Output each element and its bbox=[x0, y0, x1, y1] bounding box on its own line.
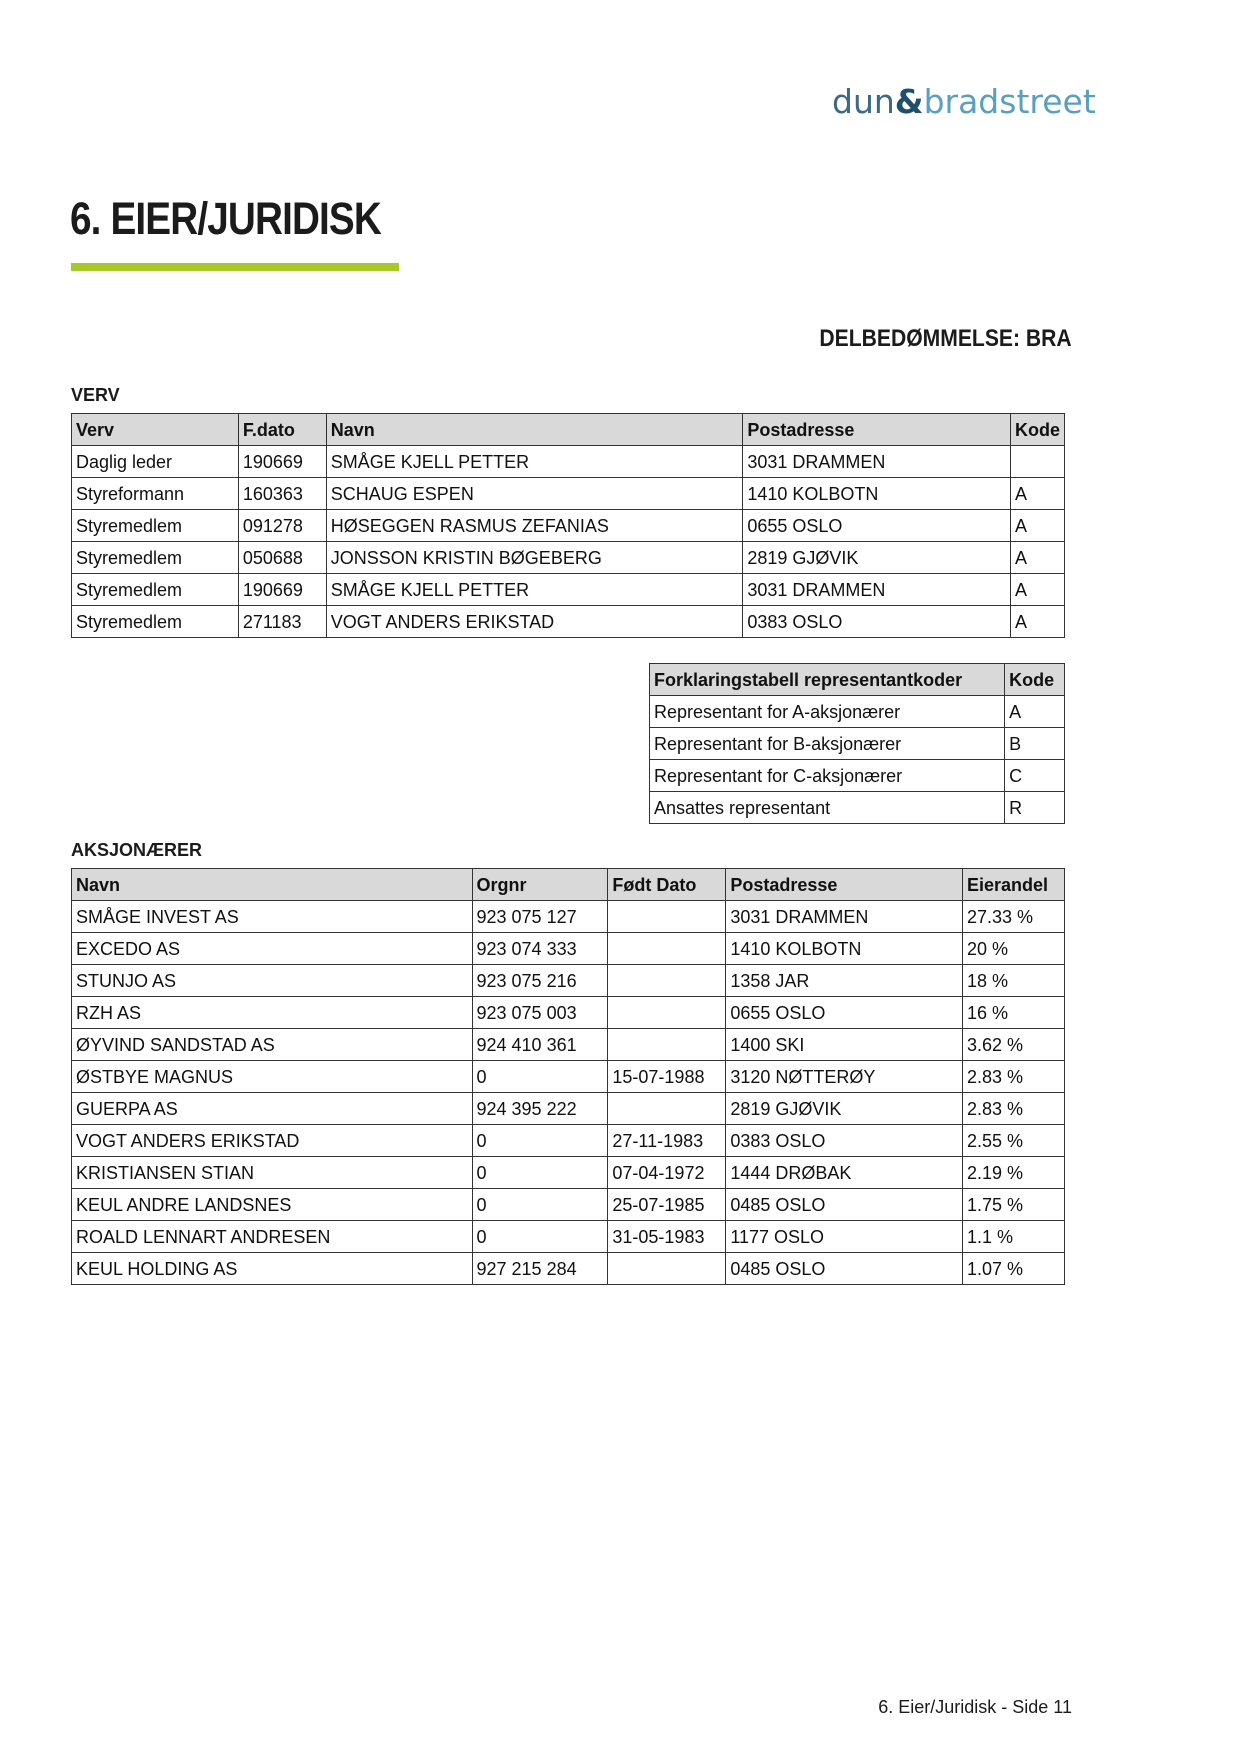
table-cell: 1410 KOLBOTN bbox=[726, 933, 963, 965]
table-cell bbox=[608, 1253, 726, 1285]
table-cell: A bbox=[1010, 510, 1064, 542]
table-cell: 1410 KOLBOTN bbox=[743, 478, 1011, 510]
table-cell: 924 410 361 bbox=[472, 1029, 608, 1061]
table-cell: Styreformann bbox=[72, 478, 239, 510]
table-cell: 1358 JAR bbox=[726, 965, 963, 997]
table-cell: STUNJO AS bbox=[72, 965, 473, 997]
table-cell: SCHAUG ESPEN bbox=[326, 478, 743, 510]
table-cell: 3.62 % bbox=[963, 1029, 1065, 1061]
column-header: Navn bbox=[72, 869, 473, 901]
table-row bbox=[72, 1029, 1065, 1061]
table-cell: 091278 bbox=[238, 510, 326, 542]
table-cell: Representant for A-aksjonærer bbox=[650, 696, 1005, 728]
table-cell: 20 % bbox=[963, 933, 1065, 965]
table-cell: KEUL HOLDING AS bbox=[72, 1253, 473, 1285]
table-cell: 0 bbox=[472, 1157, 608, 1189]
table-cell: 25-07-1985 bbox=[608, 1189, 726, 1221]
page-title: 6. EIER/JURIDISK bbox=[70, 193, 381, 244]
dun-bradstreet-logo bbox=[832, 80, 1096, 124]
table-cell: 923 075 003 bbox=[472, 997, 608, 1029]
table-cell: A bbox=[1010, 574, 1064, 606]
table-cell: SMÅGE KJELL PETTER bbox=[326, 446, 743, 478]
column-header: Født Dato bbox=[608, 869, 726, 901]
column-header: Postadresse bbox=[743, 414, 1011, 446]
table-cell bbox=[608, 901, 726, 933]
page-footer: 6. Eier/Juridisk - Side 11 bbox=[878, 1697, 1072, 1717]
table-row bbox=[72, 606, 1065, 638]
rating-heading: DELBEDØMMELSE: BRA bbox=[819, 325, 1072, 352]
table-row bbox=[72, 542, 1065, 574]
table-cell: 160363 bbox=[238, 478, 326, 510]
table-cell: 0 bbox=[472, 1189, 608, 1221]
table-cell: 0383 OSLO bbox=[726, 1125, 963, 1157]
representative-codes-table bbox=[649, 663, 1065, 824]
table-row bbox=[650, 696, 1065, 728]
column-header: Navn bbox=[326, 414, 743, 446]
table-row bbox=[72, 965, 1065, 997]
table-cell: 3120 NØTTERØY bbox=[726, 1061, 963, 1093]
aksjonaerer-section-label: AKSJONÆRER bbox=[71, 840, 203, 860]
column-header: Eierandel bbox=[963, 869, 1065, 901]
column-header: Orgnr bbox=[472, 869, 608, 901]
table-cell: 2.55 % bbox=[963, 1125, 1065, 1157]
table-cell: 3031 DRAMMEN bbox=[726, 901, 963, 933]
table-cell: HØSEGGEN RASMUS ZEFANIAS bbox=[326, 510, 743, 542]
table-row bbox=[650, 728, 1065, 760]
table-cell: 050688 bbox=[238, 542, 326, 574]
table-cell: 2819 GJØVIK bbox=[743, 542, 1011, 574]
table-row bbox=[72, 1125, 1065, 1157]
aksjonaerer-table bbox=[71, 868, 1065, 1285]
table-cell: 1177 OSLO bbox=[726, 1221, 963, 1253]
verv-table bbox=[71, 413, 1065, 638]
table-cell: Styremedlem bbox=[72, 542, 239, 574]
table-cell: Representant for C-aksjonærer bbox=[650, 760, 1005, 792]
table-cell: A bbox=[1010, 606, 1064, 638]
title-underline bbox=[71, 263, 399, 271]
table-cell bbox=[608, 997, 726, 1029]
table-row bbox=[72, 901, 1065, 933]
table-cell bbox=[608, 1029, 726, 1061]
table-cell: Daglig leder bbox=[72, 446, 239, 478]
table-cell bbox=[608, 1093, 726, 1125]
table-cell: 190669 bbox=[238, 446, 326, 478]
table-row bbox=[72, 574, 1065, 606]
table-cell: 271183 bbox=[238, 606, 326, 638]
table-cell: 0 bbox=[472, 1125, 608, 1157]
table-cell: 0 bbox=[472, 1221, 608, 1253]
column-header: F.dato bbox=[238, 414, 326, 446]
table-cell: 1.75 % bbox=[963, 1189, 1065, 1221]
table-row bbox=[72, 1061, 1065, 1093]
table-row bbox=[72, 510, 1065, 542]
table-cell: 190669 bbox=[238, 574, 326, 606]
table-cell: ROALD LENNART ANDRESEN bbox=[72, 1221, 473, 1253]
table-cell: 927 215 284 bbox=[472, 1253, 608, 1285]
table-cell: C bbox=[1005, 760, 1065, 792]
logo-text-bradstreet: bradstreet bbox=[923, 82, 1096, 121]
column-header: Kode bbox=[1010, 414, 1064, 446]
table-cell bbox=[608, 965, 726, 997]
column-header: Postadresse bbox=[726, 869, 963, 901]
table-cell: 15-07-1988 bbox=[608, 1061, 726, 1093]
logo-text-dun: dun bbox=[832, 82, 895, 121]
table-cell: GUERPA AS bbox=[72, 1093, 473, 1125]
table-cell: Styremedlem bbox=[72, 606, 239, 638]
table-cell: 16 % bbox=[963, 997, 1065, 1029]
table-cell: Ansattes representant bbox=[650, 792, 1005, 824]
table-cell: 1400 SKI bbox=[726, 1029, 963, 1061]
table-cell: 2819 GJØVIK bbox=[726, 1093, 963, 1125]
table-cell bbox=[608, 933, 726, 965]
table-row bbox=[72, 997, 1065, 1029]
table-cell: SMÅGE INVEST AS bbox=[72, 901, 473, 933]
table-cell: 923 074 333 bbox=[472, 933, 608, 965]
table-cell: 0485 OSLO bbox=[726, 1189, 963, 1221]
table-row bbox=[72, 478, 1065, 510]
table-cell: KRISTIANSEN STIAN bbox=[72, 1157, 473, 1189]
table-cell: 27.33 % bbox=[963, 901, 1065, 933]
logo-ampersand: & bbox=[894, 82, 924, 121]
table-cell: 3031 DRAMMEN bbox=[743, 574, 1011, 606]
table-cell: 923 075 127 bbox=[472, 901, 608, 933]
table-cell: B bbox=[1005, 728, 1065, 760]
table-cell: A bbox=[1010, 478, 1064, 510]
table-cell: 0655 OSLO bbox=[743, 510, 1011, 542]
table-row bbox=[72, 1253, 1065, 1285]
table-cell: 1.07 % bbox=[963, 1253, 1065, 1285]
table-cell: 0 bbox=[472, 1061, 608, 1093]
table-cell: 924 395 222 bbox=[472, 1093, 608, 1125]
table-cell: JONSSON KRISTIN BØGEBERG bbox=[326, 542, 743, 574]
table-cell: Representant for B-aksjonærer bbox=[650, 728, 1005, 760]
table-cell: 1444 DRØBAK bbox=[726, 1157, 963, 1189]
table-cell: Styremedlem bbox=[72, 574, 239, 606]
table-cell: RZH AS bbox=[72, 997, 473, 1029]
table-cell: KEUL ANDRE LANDSNES bbox=[72, 1189, 473, 1221]
table-cell: Styremedlem bbox=[72, 510, 239, 542]
table-cell: A bbox=[1005, 696, 1065, 728]
table-cell: 31-05-1983 bbox=[608, 1221, 726, 1253]
table-row bbox=[72, 1221, 1065, 1253]
table-cell: 07-04-1972 bbox=[608, 1157, 726, 1189]
table-cell bbox=[1010, 446, 1064, 478]
table-row bbox=[72, 1157, 1065, 1189]
table-cell: SMÅGE KJELL PETTER bbox=[326, 574, 743, 606]
table-cell: 27-11-1983 bbox=[608, 1125, 726, 1157]
table-cell: VOGT ANDERS ERIKSTAD bbox=[72, 1125, 473, 1157]
table-cell: 18 % bbox=[963, 965, 1065, 997]
table-row bbox=[650, 760, 1065, 792]
table-cell: ØSTBYE MAGNUS bbox=[72, 1061, 473, 1093]
table-cell: 0383 OSLO bbox=[743, 606, 1011, 638]
verv-section-label: VERV bbox=[71, 385, 120, 405]
table-cell: VOGT ANDERS ERIKSTAD bbox=[326, 606, 743, 638]
column-header: Verv bbox=[72, 414, 239, 446]
table-cell: 2.83 % bbox=[963, 1061, 1065, 1093]
column-header: Forklaringstabell representantkoder bbox=[650, 664, 1005, 696]
table-row bbox=[650, 792, 1065, 824]
table-row bbox=[72, 446, 1065, 478]
table-cell: 2.83 % bbox=[963, 1093, 1065, 1125]
table-cell: EXCEDO AS bbox=[72, 933, 473, 965]
table-row bbox=[72, 1093, 1065, 1125]
table-cell: 923 075 216 bbox=[472, 965, 608, 997]
table-cell: A bbox=[1010, 542, 1064, 574]
table-row bbox=[72, 933, 1065, 965]
table-cell: 0485 OSLO bbox=[726, 1253, 963, 1285]
table-row bbox=[72, 1189, 1065, 1221]
table-cell: 3031 DRAMMEN bbox=[743, 446, 1011, 478]
table-cell: ØYVIND SANDSTAD AS bbox=[72, 1029, 473, 1061]
table-cell: 2.19 % bbox=[963, 1157, 1065, 1189]
table-cell: 0655 OSLO bbox=[726, 997, 963, 1029]
column-header: Kode bbox=[1005, 664, 1065, 696]
table-cell: 1.1 % bbox=[963, 1221, 1065, 1253]
table-cell: R bbox=[1005, 792, 1065, 824]
